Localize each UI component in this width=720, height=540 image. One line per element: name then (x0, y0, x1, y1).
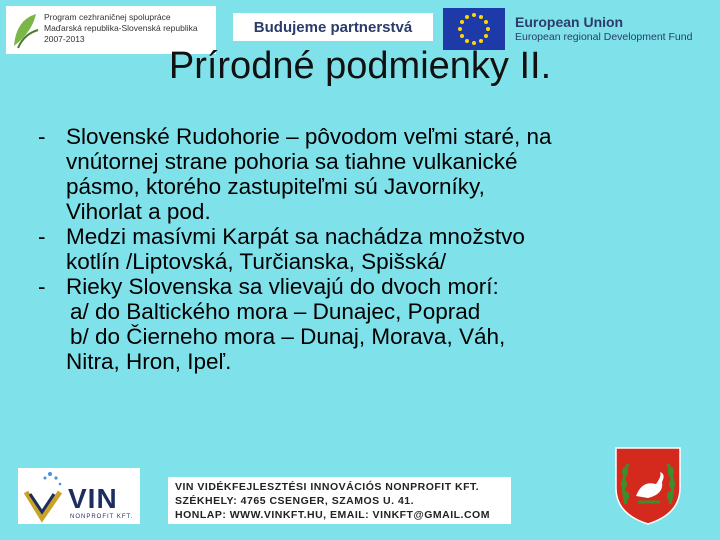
vin-info-line: HONLAP: WWW.VINKFT.HU, EMAIL: VINKFT@GMAIL.COM (175, 509, 490, 521)
vin-logo (18, 468, 140, 524)
bullet-line: Medzi masívmi Karpát sa nachádza množstvo (66, 224, 525, 249)
partnership-logo (233, 13, 433, 41)
program-logo-line: Maďarská republika-Slovenská republika (44, 23, 198, 33)
vin-logo-text: VIN (68, 483, 118, 514)
bullet-line: kotlín /Liptovská, Turčianska, Spišská/ (66, 249, 447, 274)
bullet-line: a/ do Baltického mora – Dunajec, Poprad (70, 299, 481, 324)
page-title: Prírodné podmienky II. (168, 45, 552, 87)
vin-emblem-icon (20, 468, 68, 524)
slide-content (38, 124, 708, 374)
bullet-line: Vihorlat a pod. (66, 199, 211, 224)
vin-info-line: SZÉKHELY: 4765 CSENGER, SZAMOS U. 41. (175, 495, 415, 507)
eu-logo-text (515, 14, 692, 44)
program-logo-line: 2007-2013 (44, 34, 85, 44)
coat-of-arms-icon (612, 444, 684, 526)
program-logo-text (44, 12, 198, 45)
bullet-marker: - (38, 124, 46, 149)
bullet-item (38, 274, 708, 374)
program-logo-line: Program cezhraničnej spolupráce (44, 12, 171, 22)
vin-info-line: VIN VIDÉKFEJLESZTÉSI INNOVÁCIÓS NONPROFIT KFT. (175, 481, 480, 493)
partnership-logo-text: Budujeme partnerstvá (253, 18, 413, 36)
vin-logo-subtext: NONPROFIT KFT. (70, 514, 134, 520)
vin-info-banner (168, 477, 511, 524)
bullet-line: vnútornej strane pohoria sa tiahne vulkanické (66, 149, 518, 174)
bullet-line: b/ do Čierneho mora – Dunaj, Morava, Váh, (70, 324, 506, 349)
eu-subtitle: European regional Development Fund (515, 31, 693, 43)
bullet-line: Slovenské Rudohorie – pôvodom veľmi staré, na (66, 124, 552, 149)
bullet-line: Nitra, Hron, Ipeľ. (66, 349, 232, 374)
eu-title: European Union (515, 14, 624, 30)
bullet-item (38, 224, 708, 274)
bullet-line: Rieky Slovenska sa vlievajú do dvoch morí: (66, 274, 499, 299)
bullet-item (38, 124, 708, 224)
bullet-line: pásmo, ktorého zastupiteľmi sú Javorníky, (66, 174, 485, 199)
bullet-marker: - (38, 224, 46, 249)
bullet-marker: - (38, 274, 46, 299)
